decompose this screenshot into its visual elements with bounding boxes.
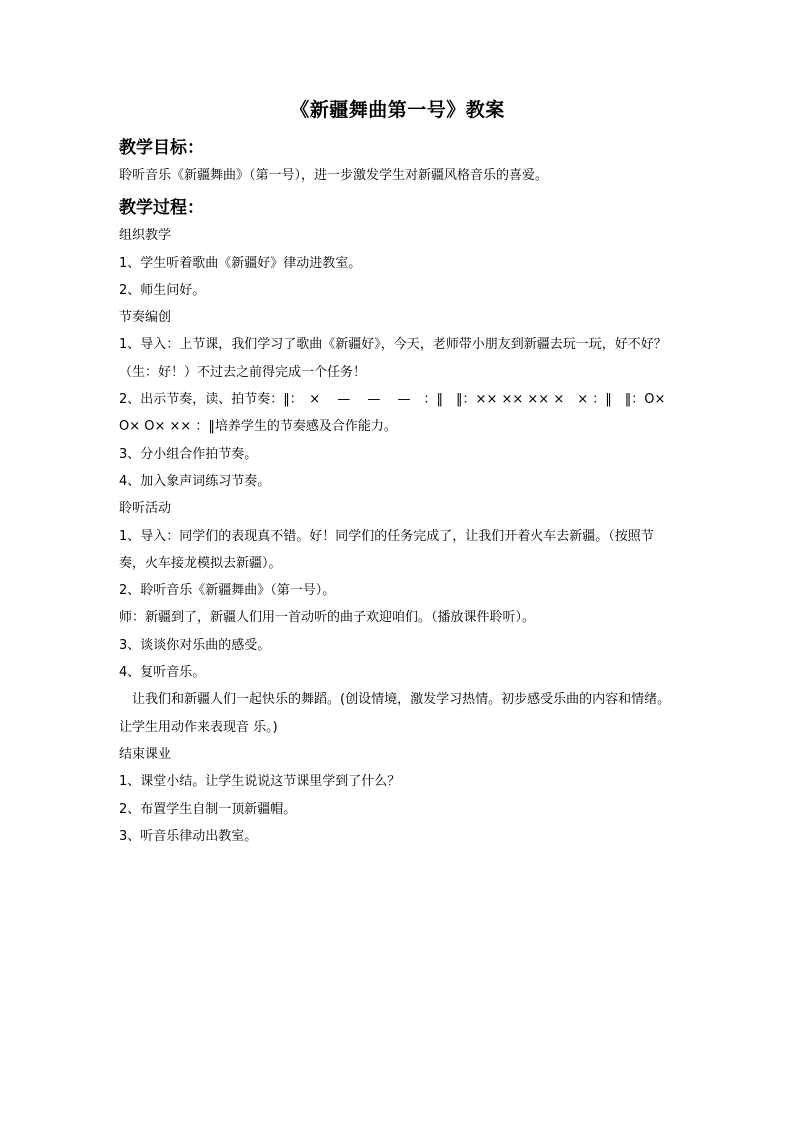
process-step: 2、聆听音乐《新疆舞曲》（第一号）。 <box>119 583 336 599</box>
process-step: 4、复听音乐。 <box>119 665 206 681</box>
process-step: 3、分小组合作拍节奏。 <box>119 446 258 462</box>
subsection-heading-closing: 结束课业 <box>119 746 172 762</box>
process-step: 1、导入：上节课，我们学习了歌曲《新疆好》，今天，老师带小朋友到新疆去玩一玩，好不好？（生：好！）不过去之前得完成一个任务！ <box>119 337 667 380</box>
process-step: 4、加入象声词练习节奏。 <box>119 473 271 489</box>
process-step: 3、谈谈你对乐曲的感受。 <box>119 637 271 653</box>
rhythm-notation-step: 2、出示节奏，读、拍节奏：‖： × — — — ：‖ ‖：×× ×× ×× × × ：‖ ‖：O× O× O× ×× ：‖培养学生的节奏感及合作能力。 <box>119 392 670 435</box>
document-title: 《新疆舞曲第一号》教案 <box>290 99 505 121</box>
section-heading-process: 教学过程： <box>119 198 204 219</box>
subsection-heading-listening: 聆听活动 <box>119 501 172 517</box>
process-step: 师：新疆到了，新疆人们用一首动听的曲子欢迎咱们。（播放课件聆听）。 <box>119 610 536 626</box>
dance-paragraph: 让我们和新疆人们一起快乐的舞蹈。(创设情境，激发学习热情。初步感受乐曲的内容和情绪。让学生用动作来表现音 乐。) <box>119 692 671 735</box>
objective-text: 聆听音乐《新疆舞曲》（第一号），进一步激发学生对新疆风格音乐的喜爱。 <box>119 168 549 183</box>
process-step: 3、听音乐律动出教室。 <box>119 828 258 844</box>
subsection-heading-rhythm: 节奏编创 <box>119 310 172 326</box>
process-step: 2、布置学生自制一顶新疆帽。 <box>119 801 297 817</box>
process-step: 1、导入：同学们的表现真不错。好！同学们的任务完成了，让我们开着火车去新疆。（按照节奏，火车接龙模拟去新疆）。 <box>119 528 654 571</box>
document-page <box>119 96 676 850</box>
process-step: 1、课堂小结。让学生说说这节课里学到了什么？ <box>119 774 401 790</box>
process-step: 2、师生问好。 <box>119 282 206 298</box>
subsection-heading-organize: 组织教学 <box>119 228 172 244</box>
process-step: 1、学生听着歌曲《新疆好》律动进教室。 <box>119 255 362 271</box>
section-heading-objectives: 教学目标： <box>119 138 204 158</box>
